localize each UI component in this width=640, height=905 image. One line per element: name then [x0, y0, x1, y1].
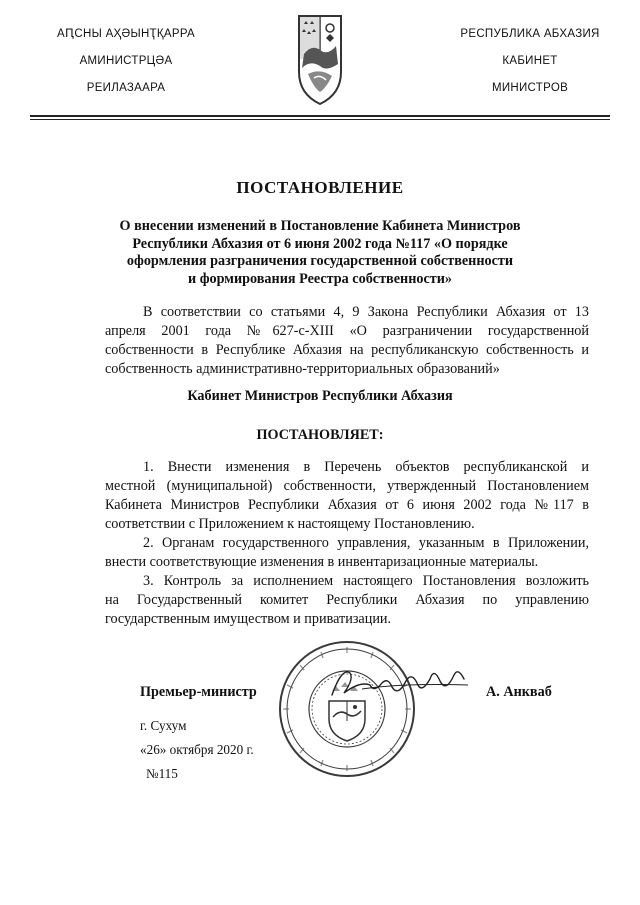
item-3-paragraph — [105, 572, 589, 629]
subject-line: О внесении изменений в Постановление Кабинета Министров — [119, 218, 521, 234]
item-2-paragraph — [105, 534, 589, 572]
signatory-role: Премьер-министр — [140, 684, 257, 700]
issuer-heading: Кабинет Министров Республики Абхазия — [187, 388, 453, 404]
item-2-line: 2. Органам государственного управления, указанным в Приложении, — [143, 535, 589, 551]
subject-line: Республики Абхазия от 6 июня 2002 года №117 «О порядке — [132, 235, 508, 252]
header-right-line-2: КАБИНЕТ — [502, 55, 558, 67]
item-1-line: 1. Внести изменения в Перечень объектов республиканской и — [143, 459, 589, 475]
item-2-line: внести соответствующие изменения в инвентаризационные материалы. — [105, 554, 539, 570]
header-right-block — [430, 26, 630, 107]
subject-line: и формирования Реестра собственности» — [187, 270, 452, 287]
official-seal — [277, 639, 417, 779]
header-left-line-3: РЕИЛАЗААРА — [86, 82, 166, 94]
header-right-line-1: РЕСПУБЛИКА АБХАЗИЯ — [460, 28, 600, 40]
item-1-line: соответствии с Приложением к настоящему Постановлению. — [105, 516, 475, 532]
preamble-line: апреля 2001 года №627-с-XIII «О разграничении государственной — [105, 323, 589, 339]
item-1-line: местной (муниципальной) собственности, утвержденный Постановлением — [105, 478, 589, 494]
resolves-heading: ПОСТАНОВЛЯЕТ: — [256, 427, 384, 443]
header-left-block — [26, 26, 226, 107]
preamble-line: собственность административно-территориальных образований» — [105, 361, 500, 377]
item-1-paragraph — [105, 458, 589, 534]
header-divider-thin — [30, 119, 610, 120]
signatory-name: А. Анкваб — [486, 684, 552, 700]
item-3-line: государственным имуществом и приватизации. — [105, 611, 392, 627]
header-left-line-2: АМИНИСТРЦӘА — [79, 55, 173, 67]
issue-date: «26» октября 2020 г. — [140, 742, 254, 757]
document-subject — [100, 218, 540, 288]
coat-of-arms-emblem — [296, 14, 344, 106]
document-number: №115 — [146, 766, 178, 781]
document-title: ПОСТАНОВЛЕНИЕ — [236, 178, 404, 197]
header-left-line-1: АԤСНЫ АҲӘЫНҬҚАРРА — [57, 28, 195, 40]
subject-line: оформления разграничения государственной собственности — [126, 253, 514, 269]
item-1-line: Кабинета Министров Республики Абхазия от 6 июня 2002 года №117 в — [105, 497, 589, 513]
preamble-line: В соответствии со статьями 4, 9 Закона Республики Абхазия от 13 — [143, 304, 589, 320]
preamble-paragraph — [105, 303, 589, 379]
item-3-line: 3. Контроль за исполнением настоящего Постановления возложить — [143, 573, 589, 589]
header-right-line-3: МИНИСТРОВ — [491, 82, 569, 94]
issue-place: г. Сухум — [140, 718, 187, 733]
preamble-line: собственности в Республике Абхазия на республиканскую собственность и — [105, 342, 589, 358]
handwritten-signature — [322, 663, 472, 703]
header-divider-thick — [30, 115, 610, 117]
item-3-line: на Государственный комитет Республики Абхазия по управлению — [105, 592, 589, 608]
